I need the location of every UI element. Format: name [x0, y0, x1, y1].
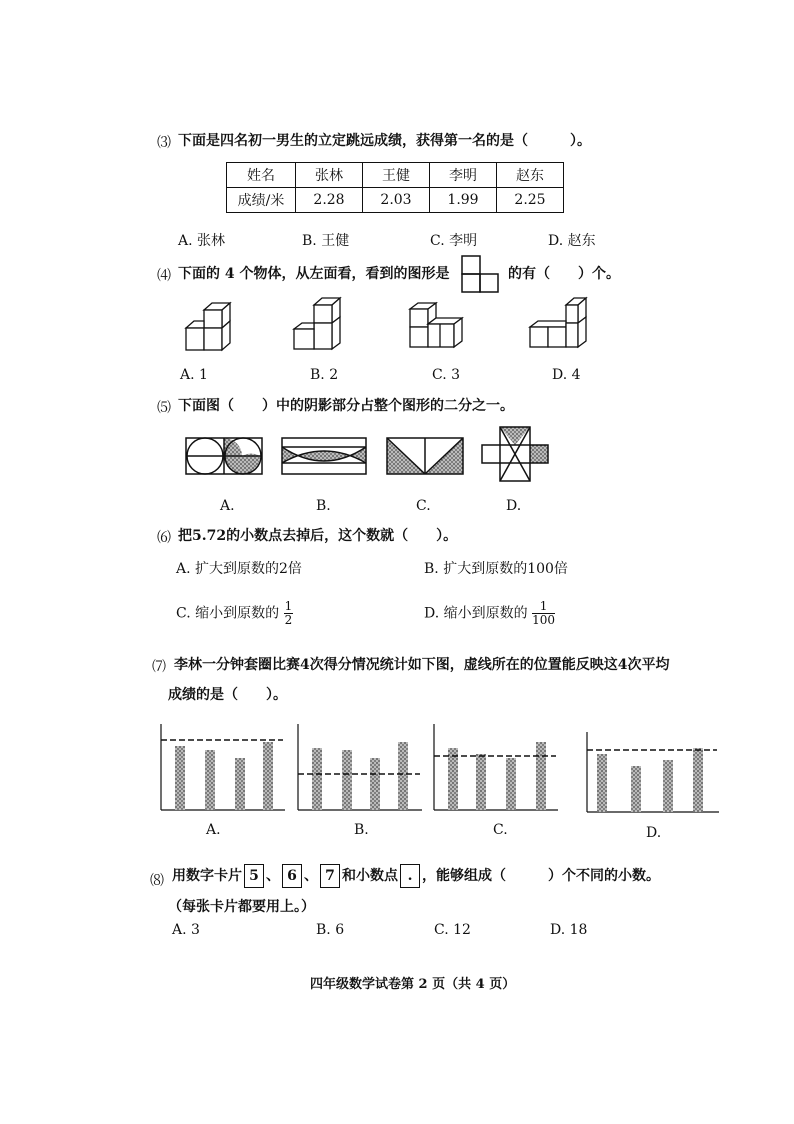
- q5-option-d[interactable]: D.: [506, 498, 522, 514]
- q8-separator: 、: [266, 868, 280, 884]
- table-cell-score: 2.03: [363, 188, 430, 213]
- bar: [476, 754, 486, 810]
- table-row: [227, 188, 564, 213]
- q8-option-b[interactable]: B. 6: [316, 922, 345, 938]
- q3-option-d[interactable]: D. 赵东: [548, 233, 596, 249]
- table-cell-score: 1.99: [430, 188, 497, 213]
- q8-text: [172, 863, 660, 889]
- q6-option-d-text: D. 缩小到原数的: [424, 605, 528, 622]
- q5-figure-b: [280, 435, 370, 477]
- bar: [631, 766, 641, 812]
- q5-figure-a: [184, 435, 264, 477]
- q3-option-c[interactable]: C. 李明: [430, 233, 478, 249]
- bar: [597, 754, 607, 812]
- bar: [205, 750, 215, 810]
- q8-option-a[interactable]: A. 3: [172, 922, 200, 938]
- q5-text: 下面图（ ）中的阴影部分占整个图形的二分之一。: [178, 398, 514, 414]
- q3-score-table: [226, 162, 564, 213]
- digit-card-7: 7: [320, 864, 340, 888]
- q7-chart-a: [155, 718, 290, 820]
- q6-option-c-text: C. 缩小到原数的: [176, 605, 280, 622]
- digit-card-6: 6: [282, 864, 302, 888]
- q4-option-b[interactable]: B. 2: [310, 367, 339, 383]
- digit-card-5: 5: [244, 864, 264, 888]
- q7-number: ⑺: [152, 659, 166, 675]
- bar: [536, 742, 546, 810]
- q7-line2: 成绩的是（ ）。: [168, 687, 287, 703]
- q3-number: ⑶: [157, 135, 171, 151]
- q4-option-a[interactable]: A. 1: [180, 367, 208, 383]
- bar: [263, 742, 273, 810]
- q8-note: （每张卡片都要用上。）: [168, 899, 315, 915]
- table-cell-name: 赵东: [497, 163, 564, 188]
- q5-option-c[interactable]: C.: [416, 498, 431, 514]
- q5-option-b[interactable]: B.: [316, 498, 331, 514]
- q6-option-a[interactable]: A. 扩大到原数的2倍: [176, 561, 302, 577]
- q3-option-a[interactable]: A. 张林: [178, 233, 226, 249]
- q8-separator: 、: [304, 868, 318, 884]
- table-cell-name: 李明: [430, 163, 497, 188]
- q4-cube-figure-d: [528, 295, 590, 353]
- bar: [693, 748, 703, 812]
- q7-chart-b: [292, 718, 427, 820]
- q4-option-d[interactable]: D. 4: [552, 367, 581, 383]
- q8-text-before: 用数字卡片: [172, 868, 242, 884]
- q4-option-c[interactable]: C. 3: [432, 367, 461, 383]
- q7-option-c[interactable]: C.: [493, 822, 508, 838]
- table-row: [227, 163, 564, 188]
- q6-number: ⑹: [157, 530, 171, 546]
- q5-figure-d: [480, 425, 552, 485]
- page-footer: 四年级数学试卷第 2 页（共 4 页）: [310, 977, 516, 992]
- q7-line1: 李林一分钟套圈比赛4次得分情况统计如下图，虚线所在的位置能反映这4次平均: [174, 657, 670, 673]
- bar: [342, 750, 352, 810]
- table-row-label: 成绩/米: [227, 188, 296, 213]
- bar: [448, 748, 458, 810]
- q6-option-c-fraction: [284, 600, 294, 627]
- fraction-denominator: 2: [284, 613, 293, 627]
- table-header-label: 姓名: [227, 163, 296, 188]
- table-cell-name: 王健: [363, 163, 430, 188]
- fraction-denominator: 100: [532, 613, 555, 627]
- q6-option-b[interactable]: B. 扩大到原数的100倍: [424, 561, 568, 577]
- q8-text-mid: 和小数点: [342, 868, 398, 884]
- q7-option-a[interactable]: A.: [206, 822, 221, 838]
- q8-text-after: ，能够组成（ ）个不同的小数。: [422, 868, 660, 884]
- q6-option-d[interactable]: [424, 600, 555, 627]
- bar: [312, 748, 322, 810]
- q6-option-c[interactable]: [176, 600, 293, 627]
- bar: [506, 758, 516, 810]
- q3-option-b[interactable]: B. 王健: [302, 233, 350, 249]
- decimal-point-card: .: [400, 864, 420, 888]
- q7-chart-c: [428, 718, 563, 820]
- q8-option-d[interactable]: D. 18: [550, 922, 588, 938]
- fraction-numerator: 1: [284, 599, 293, 613]
- q5-option-a[interactable]: A.: [220, 498, 235, 514]
- q5-number: ⑸: [157, 400, 171, 416]
- q8-option-c[interactable]: C. 12: [434, 922, 471, 938]
- bar: [235, 758, 245, 810]
- bar: [370, 758, 380, 810]
- q4-text-before: 下面的 4 个物体，从左面看，看到的图形是: [178, 266, 450, 282]
- bar: [175, 746, 185, 810]
- q4-cube-figure-a: [184, 300, 234, 354]
- fraction-numerator: 1: [532, 600, 555, 614]
- table-cell-name: 张林: [296, 163, 363, 188]
- bar: [663, 760, 673, 812]
- q4-cube-figure-c: [408, 300, 466, 352]
- q7-option-b[interactable]: B.: [354, 822, 369, 838]
- q7-chart-d: [573, 718, 723, 820]
- table-cell-score: 2.25: [497, 188, 564, 213]
- q4-text-after: 的有（ ）个。: [508, 266, 620, 282]
- q4-number: ⑷: [157, 268, 171, 284]
- q5-figure-c: [385, 435, 467, 477]
- bar: [398, 742, 408, 810]
- q8-number: ⑻: [150, 873, 164, 889]
- q4-cube-figure-b: [292, 295, 346, 355]
- q4-left-view-figure: [460, 254, 500, 294]
- q6-text: 把5.72的小数点去掉后，这个数就（ ）。: [178, 528, 458, 544]
- q7-option-d[interactable]: D.: [646, 825, 662, 841]
- q3-text: 下面是四名初一男生的立定跳远成绩，获得第一名的是（ ）。: [178, 133, 591, 149]
- table-cell-score: 2.28: [296, 188, 363, 213]
- q6-option-d-fraction: [532, 600, 555, 627]
